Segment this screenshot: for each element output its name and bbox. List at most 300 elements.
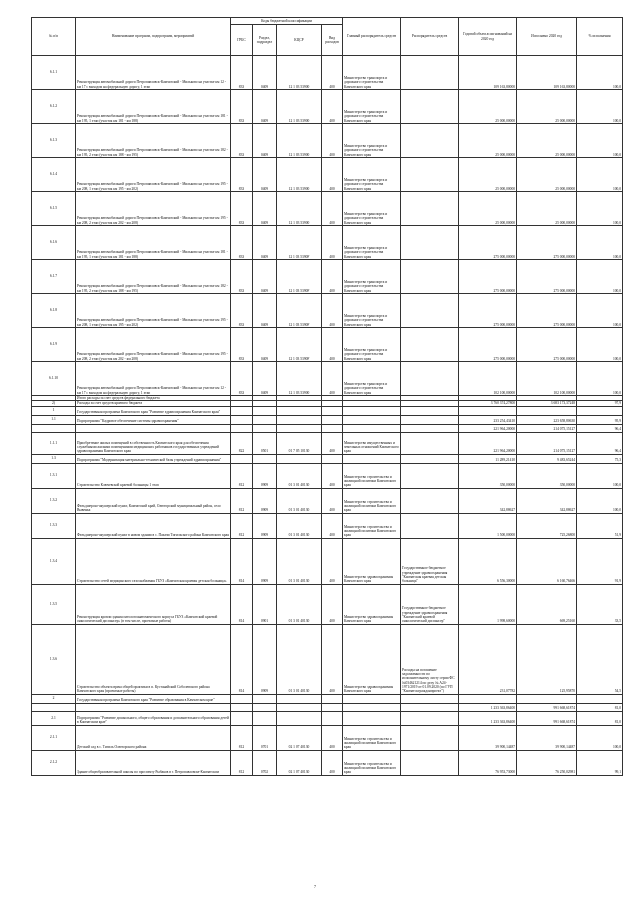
row-kcsr: 12 1 03 5390F	[277, 294, 322, 328]
row-gr	[343, 711, 401, 725]
row-vr: 400	[322, 488, 343, 513]
row-pct: 100,0	[577, 488, 623, 513]
row-name: Реконструкция автомобильной дороги Петропавловск-Камчатский - Мильково на участке км 195 - км 208, 1 этап (участок км 195 - км 202)	[76, 158, 231, 192]
row-razdel	[253, 711, 277, 725]
row-grbs: 812	[231, 513, 253, 538]
row-kcsr	[277, 415, 322, 424]
row-ispol: 275 000,00000	[517, 328, 577, 362]
row-vr	[322, 694, 343, 703]
row-rs	[401, 750, 459, 775]
row-pct: 100,0	[577, 294, 623, 328]
row-num: 2.1	[32, 711, 76, 725]
row-razdel	[253, 415, 277, 424]
row-kcsr: 12 1 03 53900	[277, 158, 322, 192]
row-name: Фельдшерско-акушерский пункт в новом здании в с. Пахачи Тигильского района Камчатского края	[76, 513, 231, 538]
row-plan: 1 998,60000	[459, 584, 517, 624]
row-ispol: 109 163,80000	[517, 56, 577, 90]
row-vr: 400	[322, 158, 343, 192]
row-ispol: 991 668,61874	[517, 711, 577, 725]
row-vr: 400	[322, 192, 343, 226]
table-row	[32, 362, 623, 396]
row-vr: 400	[322, 750, 343, 775]
row-kcsr	[277, 711, 322, 725]
row-pct: 100,0	[577, 463, 623, 488]
row-kcsr	[277, 703, 322, 711]
row-pct: 100,0	[577, 260, 623, 294]
row-kcsr: 02 1 07 40130	[277, 750, 322, 775]
row-pct: 51,9	[577, 513, 623, 538]
row-plan: 231,07782	[459, 624, 517, 694]
row-plan: 221 964,20000	[459, 432, 517, 454]
row-rs: Государственное бюджетное учреждение здравоохранения "Камчатский краевой онкологический диспансер"	[401, 584, 459, 624]
row-ispol	[517, 694, 577, 703]
row-num: 2.1.2	[32, 750, 76, 775]
row-ispol: 25 000,00000	[517, 90, 577, 124]
row-name: Здание общеобразовательной школы по проспекту Рыбаков в г. Петропавловске-Камчатском	[76, 750, 231, 775]
row-grbs: 822	[231, 432, 253, 454]
table-row	[32, 454, 623, 463]
row-pct: 99,1	[577, 750, 623, 775]
row-ispol: 6 160,76466	[517, 538, 577, 584]
row-razdel: 0501	[253, 432, 277, 454]
row-ispol: 102 100,00000	[517, 362, 577, 396]
row-grbs	[231, 694, 253, 703]
row-name: Приобретение жилых помещений в собственность Камчатского края для обеспечения служебными жилыми помещениями медицинских работников государственных учреждений здравоохранения Камчатского края	[76, 432, 231, 454]
row-name: Реконструкция автомобильной дороги Петропавловск-Камчатский - Мильково на участке км 12 - км 17 с выходом на федеральную дорогу, 1 этап	[76, 362, 231, 396]
row-name: Реконструкция автомобильной дороги Петропавловск-Камчатский - Мильково на участке км 182 - км 195, 2 этап (участок км 188 - км 195)	[76, 124, 231, 158]
row-ispol: 991 668,61874	[517, 703, 577, 711]
row-vr: 400	[322, 513, 343, 538]
row-num: 1.3.3	[32, 513, 76, 538]
row-kcsr: 12 1 03 5390F	[277, 226, 322, 260]
row-rs	[401, 406, 459, 415]
row-plan: 1 233 363,86400	[459, 703, 517, 711]
row-gr: Министерство здравоохранения Камчатского края	[343, 584, 401, 624]
row-pct: 96,4	[577, 432, 623, 454]
row-kcsr: 01 3 01 40130	[277, 463, 322, 488]
row-plan: 3 760 374,27800	[459, 401, 517, 406]
row-grbs	[231, 703, 253, 711]
col-ispol: Исполнено 2020 год	[517, 18, 577, 56]
row-vr	[322, 454, 343, 463]
col-razdel: Раздел, подраздел	[253, 25, 277, 56]
row-plan: 25 000,00000	[459, 90, 517, 124]
table-row	[32, 725, 623, 750]
row-name: Реконструкция кровли здания патологоанатомического корпуса ГБУЗ «Камчатский краевой онкологический диспансер» (в том числе, проектные работы)	[76, 584, 231, 624]
row-grbs: 812	[231, 725, 253, 750]
col-pct: % исполнения	[577, 18, 623, 56]
row-razdel: 0909	[253, 463, 277, 488]
row-plan: 1 500,00000	[459, 513, 517, 538]
row-rs	[401, 703, 459, 711]
row-gr	[343, 694, 401, 703]
row-ispol: 125,95870	[517, 624, 577, 694]
row-rs	[401, 260, 459, 294]
row-name: Подпрограмма "Модернизация материально-технической базы учреждений здравоохранения"	[76, 454, 231, 463]
row-vr: 400	[322, 294, 343, 328]
row-pct	[577, 694, 623, 703]
row-pct: 100,0	[577, 725, 623, 750]
row-ispol: 25 000,00000	[517, 124, 577, 158]
row-vr	[322, 406, 343, 415]
row-kcsr: 01 3 01 40130	[277, 624, 322, 694]
row-rs: Расходы на погашение задолженности по исполнительному листу серии ФС №034621214 по делу № А24-1971/2019 от 01.09.2020 (по ГУП "Камчатскгражданпроект")	[401, 624, 459, 694]
row-name: Реконструкция автомобильной дороги Петропавловск-Камчатский - Мильково на участке км 181 - км 195, 1 этап (участок км 181 - км 188)	[76, 90, 231, 124]
row-gr: Министерство транспорта и дорожного строительства Камчатского края	[343, 260, 401, 294]
row-ispol: 223 658,80630	[517, 415, 577, 424]
row-name: Фельдшерско-акушерский пункт, Камчатский край, Олюторский муниципальный район, село Вывенка	[76, 488, 231, 513]
row-gr: Министерство транспорта и дорожного строительства Камчатского края	[343, 90, 401, 124]
row-kcsr: 01 3 01 40130	[277, 488, 322, 513]
row-name: Подпрограмма "Развитие дошкольного, общего образования и дополнительного образования детей в Камчатском крае"	[76, 711, 231, 725]
row-rs	[401, 294, 459, 328]
row-name: Строительство сетей медицинского газоснабжения ГБУЗ «Камчатская краевая детская больница»	[76, 538, 231, 584]
row-pct: 100,0	[577, 158, 623, 192]
row-razdel	[253, 406, 277, 415]
row-grbs	[231, 406, 253, 415]
table-row	[32, 538, 623, 584]
row-vr: 400	[322, 725, 343, 750]
row-grbs: 833	[231, 56, 253, 90]
row-plan: 275 000,00000	[459, 328, 517, 362]
row-vr: 400	[322, 56, 343, 90]
row-ispol: 214 075,15127	[517, 432, 577, 454]
row-rs: Государственное бюджетное учреждение здравоохранения "Камчатская краевая детская больница"	[401, 538, 459, 584]
table-row	[32, 463, 623, 488]
table-row	[32, 750, 623, 775]
row-plan: 102 100,00000	[459, 362, 517, 396]
row-num: 1.3.6	[32, 624, 76, 694]
row-razdel: 0409	[253, 192, 277, 226]
row-pct: 96,4	[577, 424, 623, 432]
col-gr: Главный распорядитель средств	[343, 18, 401, 56]
row-num: 6.1.7	[32, 260, 76, 294]
row-vr: 400	[322, 538, 343, 584]
row-kcsr	[277, 454, 322, 463]
table-row	[32, 158, 623, 192]
row-rs	[401, 432, 459, 454]
row-grbs: 833	[231, 226, 253, 260]
row-razdel: 0409	[253, 362, 277, 396]
row-gr: Министерство строительства и жилищной политики Камчатского края	[343, 725, 401, 750]
row-name: Реконструкция автомобильной дороги Петропавловск-Камчатский - Мильково на участке км 181 - км 195, 1 этап (участок км 181 - км 188)	[76, 226, 231, 260]
table-row	[32, 432, 623, 454]
row-rs	[401, 454, 459, 463]
row-name: Строительство объекта врача общей практики в п. Кустанайский Соболевского района Камчатского края (проектные работы)	[76, 624, 231, 694]
row-kcsr: 12 1 03 53900	[277, 124, 322, 158]
col-name: Наименование программ, подпрограмм, мероприятий	[76, 18, 231, 56]
row-gr	[343, 406, 401, 415]
page-number: 7	[314, 884, 316, 889]
table-row	[32, 624, 623, 694]
row-grbs	[231, 454, 253, 463]
row-gr	[343, 454, 401, 463]
row-pct: 100,0	[577, 362, 623, 396]
row-razdel	[253, 454, 277, 463]
table-row	[32, 192, 623, 226]
row-plan: 1 233 363,86400	[459, 711, 517, 725]
row-grbs: 833	[231, 158, 253, 192]
row-gr: Министерство транспорта и дорожного строительства Камчатского края	[343, 362, 401, 396]
row-gr: Министерство строительства и жилищной политики Камчатского края	[343, 513, 401, 538]
row-num: 2.1.1	[32, 725, 76, 750]
row-vr	[322, 415, 343, 424]
row-num: 1.3	[32, 454, 76, 463]
row-vr	[322, 703, 343, 711]
row-kcsr: 12 1 03 53900	[277, 90, 322, 124]
row-plan	[459, 406, 517, 415]
row-pct: 81,0	[577, 703, 623, 711]
row-razdel	[253, 703, 277, 711]
row-num: 2)	[32, 401, 76, 406]
row-grbs: 833	[231, 260, 253, 294]
row-ispol: 39 900,14487	[517, 725, 577, 750]
row-grbs	[231, 424, 253, 432]
row-rs	[401, 463, 459, 488]
row-vr: 400	[322, 90, 343, 124]
table-row	[32, 260, 623, 294]
row-name	[76, 703, 231, 711]
row-num: 6.1.1	[32, 56, 76, 90]
row-ispol: 669,25160	[517, 584, 577, 624]
row-grbs: 833	[231, 294, 253, 328]
row-pct: 100,0	[577, 90, 623, 124]
table-row	[32, 415, 623, 424]
row-num: 1	[32, 406, 76, 415]
row-vr	[322, 424, 343, 432]
row-kcsr: 12 1 03 5390F	[277, 260, 322, 294]
row-name: Государственная программа Камчатского края "Развитие образования в Камчатском крае"	[76, 694, 231, 703]
row-plan: 39 900,14487	[459, 725, 517, 750]
row-vr: 400	[322, 226, 343, 260]
row-ispol: 25 000,00000	[517, 192, 577, 226]
row-grbs: 833	[231, 192, 253, 226]
row-plan: 76 953,73000	[459, 750, 517, 775]
row-gr: Министерство строительства и жилищной политики Камчатского края	[343, 488, 401, 513]
row-ispol: 25 000,00000	[517, 158, 577, 192]
row-rs	[401, 415, 459, 424]
row-pct: 75,3	[577, 454, 623, 463]
row-pct: 100,0	[577, 328, 623, 362]
row-name: Подпрограмма "Кадровое обеспечение системы здравоохранения"	[76, 415, 231, 424]
row-ispol: 725,26800	[517, 513, 577, 538]
table-row	[32, 90, 623, 124]
row-rs	[401, 124, 459, 158]
row-gr: Министерство здравоохранения Камчатского края	[343, 538, 401, 584]
row-plan: 275 000,00000	[459, 294, 517, 328]
row-pct: 81,0	[577, 711, 623, 725]
row-pct: 91,9	[577, 538, 623, 584]
table-row	[32, 56, 623, 90]
row-pct: 100,0	[577, 124, 623, 158]
row-razdel: 0409	[253, 158, 277, 192]
row-kcsr	[277, 694, 322, 703]
row-kcsr: 12 1 03 53900	[277, 56, 322, 90]
col-kcsr: КЦСР	[277, 25, 322, 56]
col-grbs: ГРБС	[231, 25, 253, 56]
row-vr	[322, 711, 343, 725]
row-num: 6.1.8	[32, 294, 76, 328]
row-rs	[401, 488, 459, 513]
row-razdel: 0409	[253, 124, 277, 158]
row-grbs: 814	[231, 584, 253, 624]
table-row	[32, 703, 623, 711]
row-vr: 400	[322, 260, 343, 294]
row-vr: 400	[322, 328, 343, 362]
row-plan: 350,00000	[459, 463, 517, 488]
row-kcsr: 12 1 03 5390F	[277, 328, 322, 362]
row-grbs: 833	[231, 124, 253, 158]
row-pct: 95,9	[577, 415, 623, 424]
row-kcsr	[277, 424, 322, 432]
row-pct: 33,5	[577, 584, 623, 624]
row-plan: 6 556,30000	[459, 538, 517, 584]
row-rs	[401, 158, 459, 192]
col-rs: Распорядитель средств	[401, 18, 459, 56]
row-ispol: 275 000,00000	[517, 226, 577, 260]
row-rs	[401, 513, 459, 538]
row-num: 6.1.9	[32, 328, 76, 362]
row-rs	[401, 711, 459, 725]
row-vr: 400	[322, 432, 343, 454]
row-num: 6.1.2	[32, 90, 76, 124]
row-gr	[343, 415, 401, 424]
table-row	[32, 226, 623, 260]
row-gr: Министерство здравоохранения Камчатского края	[343, 624, 401, 694]
row-grbs: 814	[231, 538, 253, 584]
row-name	[76, 424, 231, 432]
row-name: Строительство Ключевской краевой больницы 1 этап	[76, 463, 231, 488]
table-row	[32, 406, 623, 415]
table-row	[32, 328, 623, 362]
row-name: Расходы за счет средств краевого бюджета	[76, 401, 231, 406]
row-name: Реконструкция автомобильной дороги Петропавловск-Камчатский - Мильково на участке км 195 - км 208, 2 этап (участок км 202 - км 208)	[76, 328, 231, 362]
row-num: 6.1.6	[32, 226, 76, 260]
row-razdel: 0409	[253, 90, 277, 124]
row-plan: 233 254,43410	[459, 415, 517, 424]
table-row	[32, 513, 623, 538]
row-num: 2	[32, 694, 76, 703]
row-ispol: 275 000,00000	[517, 294, 577, 328]
row-plan	[459, 694, 517, 703]
row-plan: 221 964,20000	[459, 424, 517, 432]
row-grbs: 833	[231, 328, 253, 362]
row-num: 1.3.5	[32, 584, 76, 624]
row-rs	[401, 56, 459, 90]
budget-table	[31, 17, 623, 776]
row-razdel: 0702	[253, 750, 277, 775]
row-gr: Министерство строительства и жилищной политики Камчатского края	[343, 750, 401, 775]
table-row	[32, 424, 623, 432]
row-kcsr: 12 1 03 53900	[277, 362, 322, 396]
row-rs	[401, 226, 459, 260]
row-pct	[577, 406, 623, 415]
row-pct: 100,0	[577, 192, 623, 226]
row-gr: Министерство строительства и жилищной политики Камчатского края	[343, 463, 401, 488]
row-rs	[401, 694, 459, 703]
row-rs	[401, 725, 459, 750]
row-kcsr: 02 1 07 40130	[277, 725, 322, 750]
row-gr: Министерство транспорта и дорожного строительства Камчатского края	[343, 56, 401, 90]
row-plan: 25 000,00000	[459, 192, 517, 226]
row-grbs: 833	[231, 90, 253, 124]
row-gr: Министерство транспорта и дорожного строительства Камчатского края	[343, 328, 401, 362]
row-gr: Министерство транспорта и дорожного строительства Камчатского края	[343, 124, 401, 158]
table-row	[32, 711, 623, 725]
row-ispol: 342,88627	[517, 488, 577, 513]
row-razdel: 0409	[253, 260, 277, 294]
row-razdel	[253, 424, 277, 432]
row-plan: 25 000,00000	[459, 124, 517, 158]
row-gr	[343, 703, 401, 711]
row-grbs: 812	[231, 463, 253, 488]
row-plan: 109 163,80000	[459, 56, 517, 90]
col-plan: Годовой объем ассигнований на 2020 год	[459, 18, 517, 56]
row-ispol: 214 075,15127	[517, 424, 577, 432]
row-razdel: 0909	[253, 624, 277, 694]
table-row	[32, 488, 623, 513]
col-vr: Вид расходов	[322, 25, 343, 56]
row-vr: 400	[322, 124, 343, 158]
row-grbs	[231, 711, 253, 725]
row-num: 6.1.10	[32, 362, 76, 396]
row-razdel: 0909	[253, 513, 277, 538]
row-pct: 100,0	[577, 56, 623, 90]
row-pct: 97,9	[577, 401, 623, 406]
row-ispol	[517, 406, 577, 415]
row-num	[32, 424, 76, 432]
row-grbs	[231, 415, 253, 424]
row-name: Государственная программа Камчатского края "Развитие здравоохранения Камчатского края"	[76, 406, 231, 415]
row-pct: 54,5	[577, 624, 623, 694]
row-name: Реконструкция автомобильной дороги Петропавловск-Камчатский - Мильково на участке км 12 - км 17 с выходом на федеральную дорогу, 1 этап	[76, 56, 231, 90]
row-plan: 275 000,00000	[459, 226, 517, 260]
col-num: № п/п	[32, 18, 76, 56]
table-row	[32, 294, 623, 328]
row-razdel: 0409	[253, 226, 277, 260]
row-gr	[343, 424, 401, 432]
row-ispol: 3 683 173,37248	[517, 401, 577, 406]
row-name: Реконструкция автомобильной дороги Петропавловск-Камчатский - Мильково на участке км 195 - км 208, 1 этап (участок км 195 - км 202)	[76, 294, 231, 328]
row-num: 6.1.4	[32, 158, 76, 192]
row-rs	[401, 328, 459, 362]
row-num: 6.1.3	[32, 124, 76, 158]
row-pct: 100,0	[577, 226, 623, 260]
row-razdel: 0409	[253, 294, 277, 328]
row-num: 1.3.1	[32, 463, 76, 488]
row-razdel: 0901	[253, 584, 277, 624]
table-row	[32, 584, 623, 624]
row-grbs: 814	[231, 624, 253, 694]
row-gr: Министерство транспорта и дорожного строительства Камчатского края	[343, 226, 401, 260]
row-gr: Министерство транспорта и дорожного строительства Камчатского края	[343, 192, 401, 226]
row-num: 1.3.2	[32, 488, 76, 513]
row-kcsr: 01 3 01 40130	[277, 584, 322, 624]
row-razdel: 0701	[253, 725, 277, 750]
row-num: 1.1	[32, 415, 76, 424]
row-gr: Министерство транспорта и дорожного строительства Камчатского края	[343, 158, 401, 192]
row-plan: 275 000,00000	[459, 260, 517, 294]
row-ispol: 275 000,00000	[517, 260, 577, 294]
row-kcsr	[277, 406, 322, 415]
row-gr: Министерство имущественных и земельных отношений Камчатского края	[343, 432, 401, 454]
row-razdel: 0409	[253, 56, 277, 90]
row-ispol: 350,00000	[517, 463, 577, 488]
row-plan: 25 000,00000	[459, 158, 517, 192]
row-ispol: 76 250,02981	[517, 750, 577, 775]
row-rs	[401, 90, 459, 124]
row-grbs: 812	[231, 488, 253, 513]
